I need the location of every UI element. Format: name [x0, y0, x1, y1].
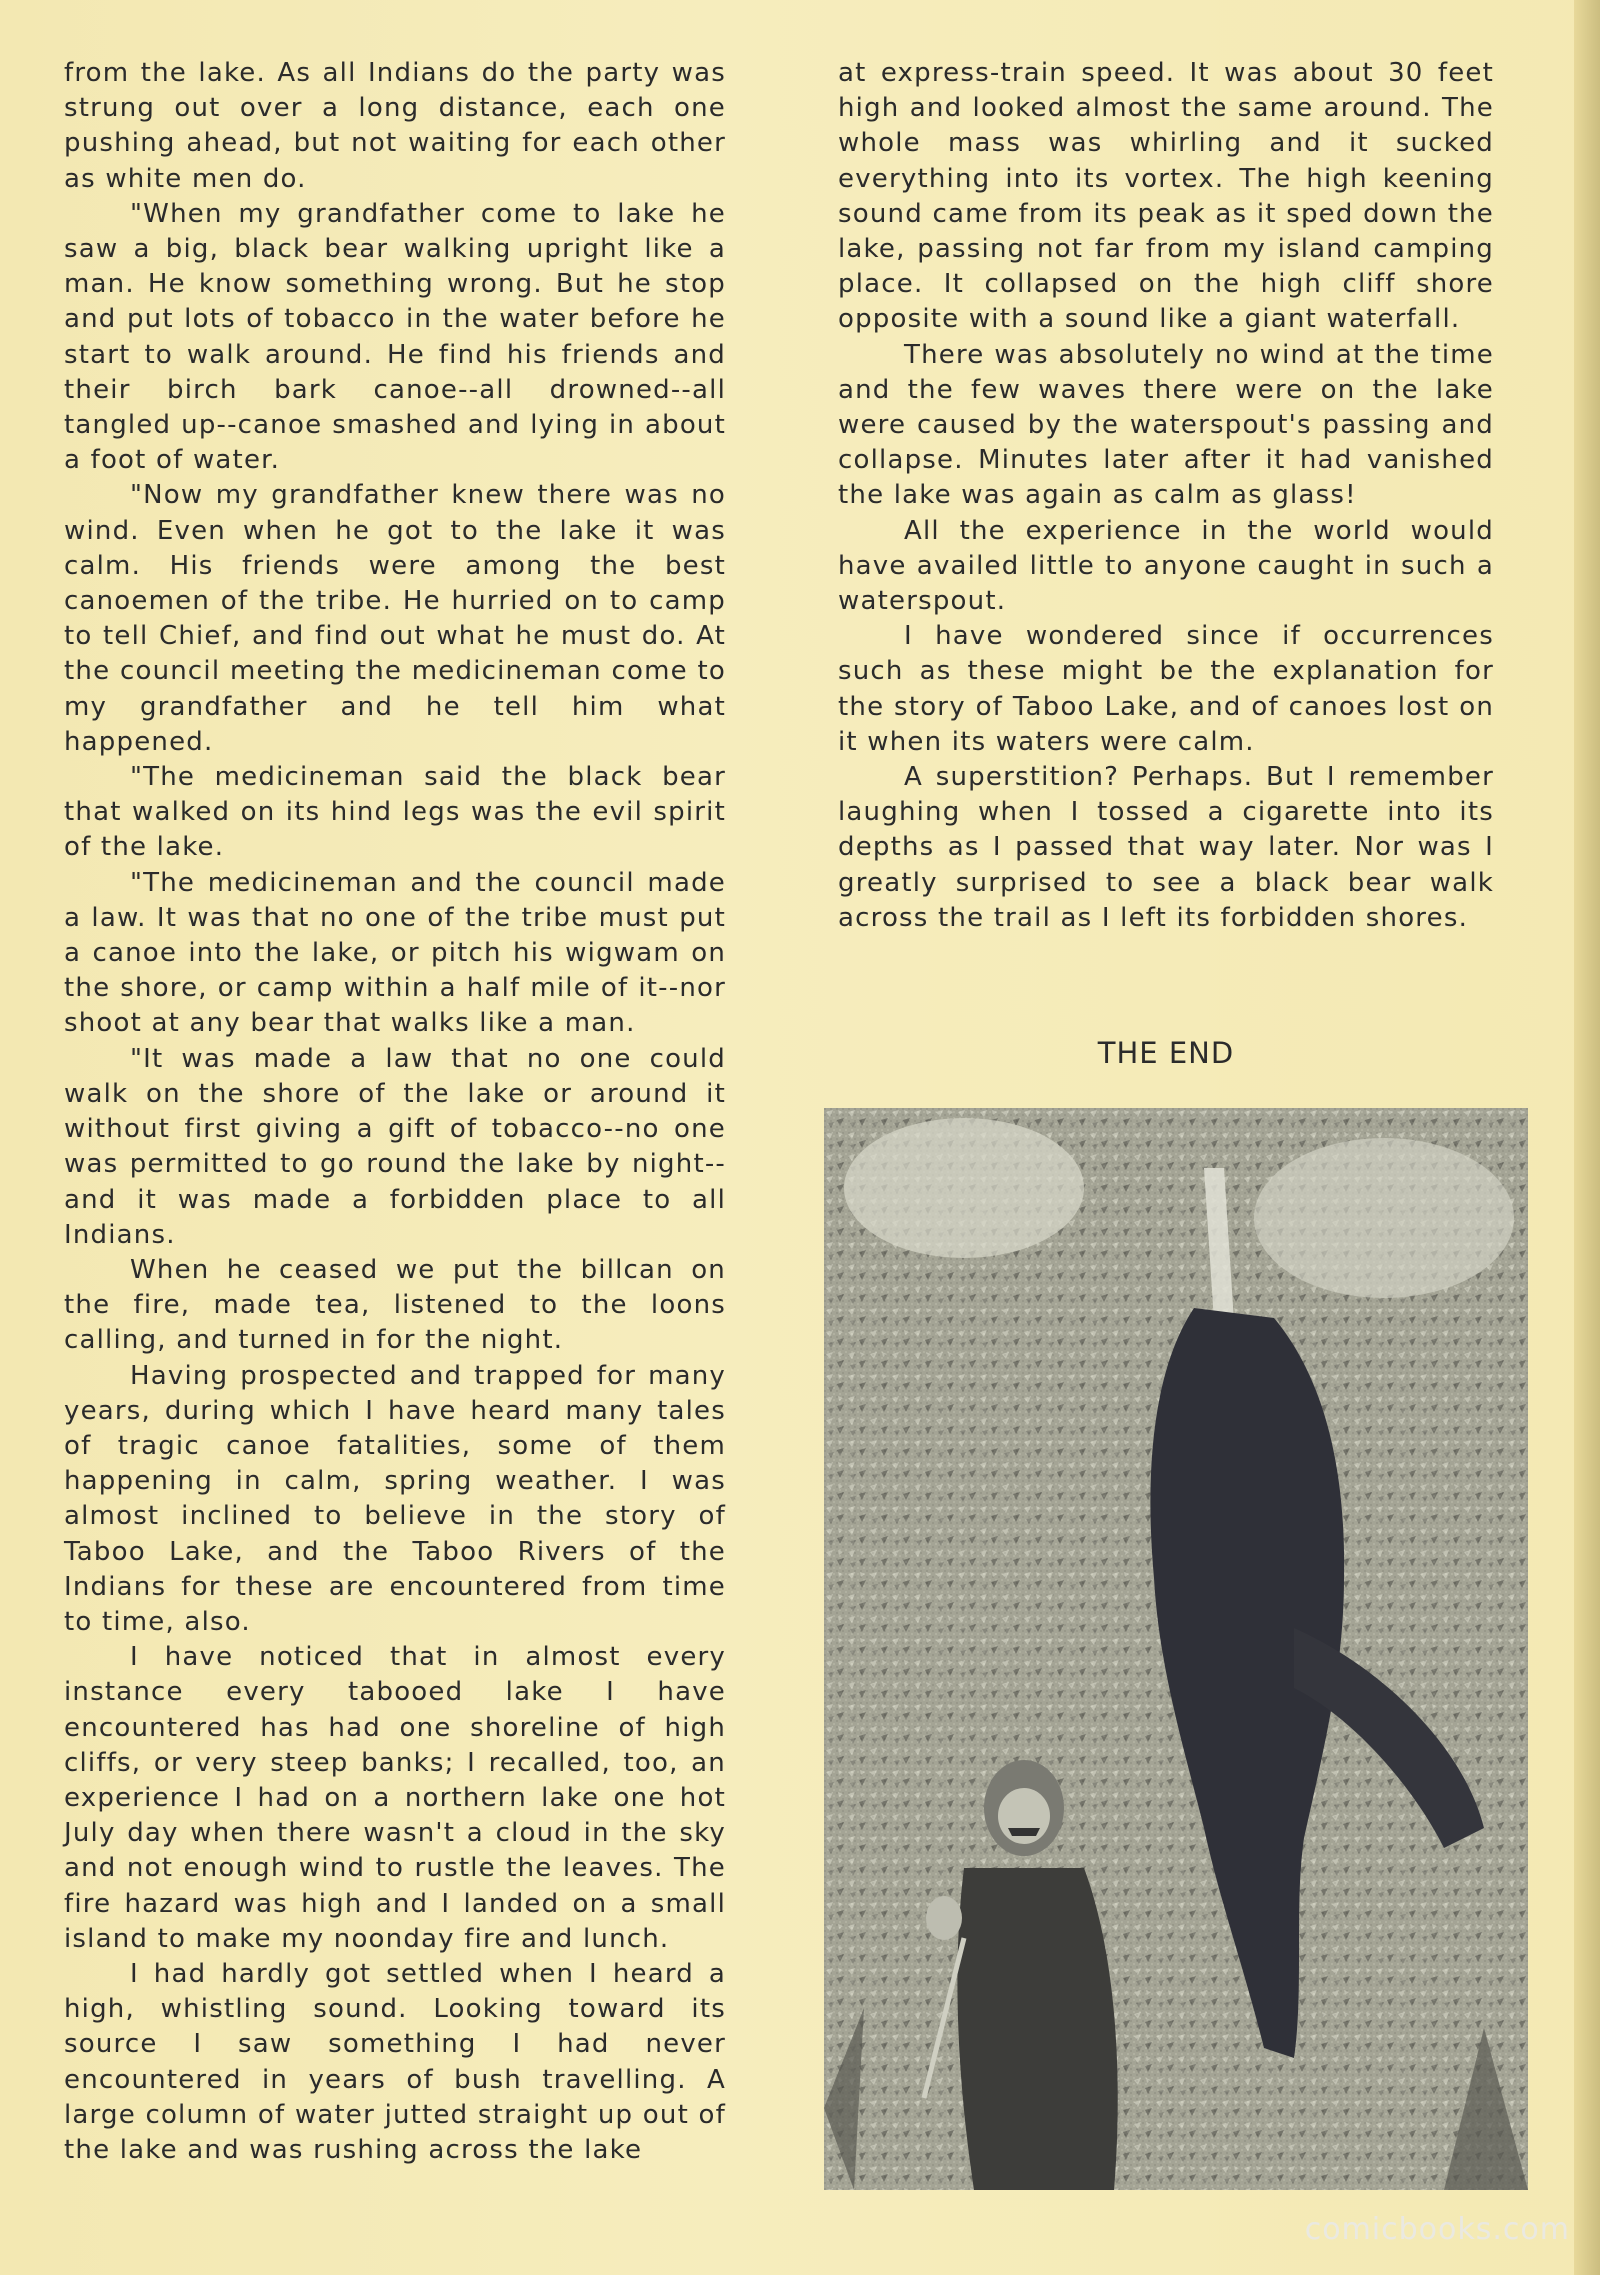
right-text-column [838, 56, 1494, 936]
bear-photograph [824, 1108, 1528, 2190]
right-column-paragraph: There was absolutely no wind at the time and the few waves there were on the lake were caused by the waterspout's passing and collapse. Minutes later after it had vanished the lake was again as calm as glass! [838, 339, 1494, 511]
right-column-paragraph: I have wondered since if occurrences such as these might be the explanation for the story of Taboo Lake, and of canoes lost on it when its waters were calm. [838, 621, 1494, 757]
left-text-column [64, 56, 726, 2168]
left-column-paragraph: "The medicineman said the black bear that walked on its hind legs was the evil spirit of the lake. [64, 762, 726, 863]
left-column-paragraph: "It was made a law that no one could walk on the shore of the lake or around it without first giving a gift of tobacco--no one was permitted to go round the lake by night--and it was made a forbidden place to all Indians. [64, 1043, 726, 1250]
left-column-paragraph: I had hardly got settled when I heard a high, whistling sound. Looking toward its source I saw something I had never encountered in years of bush travelling. A large column of water jutted straight up out of the lake and was rushing across the lake [64, 1958, 726, 2165]
right-column-paragraph: A superstition? Perhaps. But I remember laughing when I tossed a cigarette into its depths as I passed that way later. Nor was I greatly surprised to see a black bear walk across the trail as I left its forbidden shores. [838, 762, 1494, 933]
left-column-paragraph: "The medicineman and the council made a law. It was that no one of the tribe must put a canoe into the lake, or pitch his wigwam on the shore, or camp within a half mile of it--nor shoot at any bear that walks like a man. [64, 867, 726, 1039]
watermark-text: comicbooks.com [1304, 2212, 1570, 2247]
left-column-paragraph: When he ceased we put the billcan on the fire, made tea, listened to the loons calling, and turned in for the night. [64, 1254, 726, 1356]
left-column-paragraph: "When my grandfather come to lake he saw a big, black bear walking upright like a man. He know something wrong. But he stop and put lots of tobacco in the water before he start to walk around. He find his friends and their birch bark canoe--all drowned--all tangled up--canoe smashed and lying in about a foot of water. [64, 198, 726, 476]
photo-illustration [824, 1108, 1528, 2190]
left-column-paragraph: "Now my grandfather knew there was no wind. Even when he got to the lake it was calm. His friends were among the best canoemen of the tribe. He hurried on to camp to tell Chief, and find out what he must do. At the council meeting the medicineman come to my grandfather and he tell him what happened. [64, 480, 726, 757]
the-end-label: THE END [1097, 1036, 1235, 1070]
left-column-paragraph: Having prospected and trapped for many years, during which I have heard many tales of tragic canoe fatalities, some of them happening in calm, spring weather. I was almost inclined to believe in the story of Taboo Lake, and the Taboo Rivers of the Indians for these are encountered from time to time, also. [64, 1360, 726, 1637]
right-column-paragraph: All the experience in the world would have availed little to anyone caught in such a waterspout. [838, 515, 1494, 617]
right-column-paragraph: at express-train speed. It was about 30 feet high and looked almost the same around. The whole mass was whirling and it sucked everything into its vortex. The high keening sound came from its peak as it sped down the lake, passing not far from my island camping place. It collapsed on the high cliff shore opposite with a sound like a giant waterfall. [838, 58, 1494, 335]
page-spine-edge [1574, 0, 1600, 2275]
left-column-paragraph: I have noticed that in almost every instance every tabooed lake I have encountered has had one shoreline of high cliffs, or very steep banks; I recalled, too, an experience I had on a northern lake one hot July day when there wasn't a cloud in the sky and not enough wind to rustle the leaves. The fire hazard was high and I landed on a small island to make my noonday fire and lunch. [64, 1642, 726, 1954]
left-column-paragraph: from the lake. As all Indians do the party was strung out over a long distance, each one pushing ahead, but not waiting for each other as white men do. [64, 58, 726, 194]
